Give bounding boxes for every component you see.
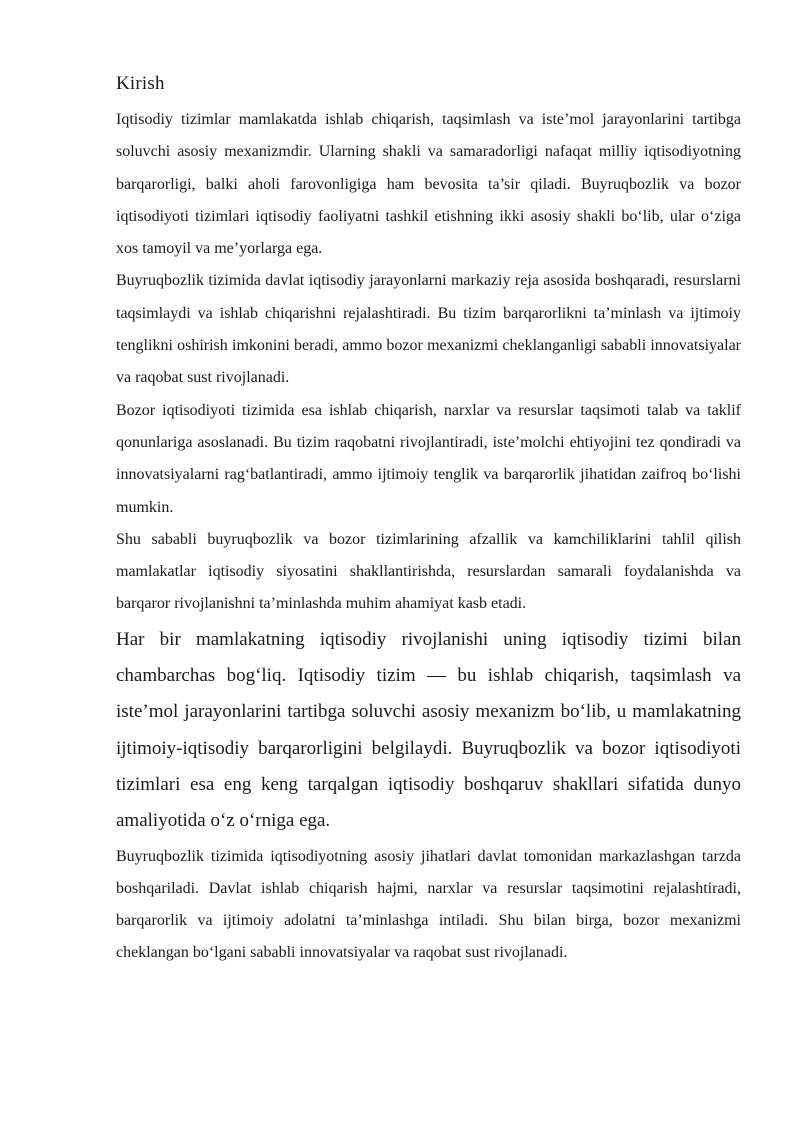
document-page — [116, 70, 741, 970]
paragraph-market-economy: Bozor iqtisodiyoti tizimida esa ishlab chiqarish, narxlar va resurslar taqsimoti talab va taklif qonunlariga asoslanadi. Bu tizim raqobatni rivojlantiradi, iste’molchi ehtiyojini tez qondiradi va innovatsiyalarni rag‘batlantiradi, ammo ijtimoiy tenglik va barqarorlik jihatidan zaifroq bo‘lishi mumkin. — [116, 401, 741, 516]
paragraph-command-economy: Buyruqbozlik tizimida davlat iqtisodiy jarayonlarni markaziy reja asosida boshqaradi, resurslarni taqsimlaydi va ishlab chiqarishni rejalashtiradi. Bu tizim barqarorlikni ta’minlash va ijtimoiy tenglikni oshirish imkonini beradi, ammo bozor mexanizmi cheklanganligi sababli innovatsiyalar va raqobat sust rivojlanadi. — [116, 272, 741, 387]
paragraph-economic-system: Har bir mamlakatning iqtisodiy rivojlanishi uning iqtisodiy tizimi bilan chambarchas bog‘liq. Iqtisodiy tizim — bu ishlab chiqarish, taqsimlash va iste’mol jarayonlarini tartibga soluvchi asosiy mexanizm bo‘lib, u mamlakatning ijtimoiy-iqtisodiy barqarorligini belgilaydi. Buyruqbozlik va bozor iqtisodiyoti tizimlari esa eng keng tarqalgan iqtisodiy boshqaruv shakllari sifatida dunyo amaliyotida o‘z o‘rniga ega. — [116, 628, 741, 832]
paragraph-command-system-details: Buyruqbozlik tizimida iqtisodiyotning asosiy jihatlari davlat tomonidan markazlashgan tarzda boshqariladi. Davlat ishlab chiqarish hajmi, narxlar va resurslar taqsimotini rejalashtiradi, barqarorlik va ijtimoiy adolatni ta’minlashga intiladi. Shu bilan birga, bozor mexanizmi cheklangan bo‘lgani sababli innovatsiyalar va raqobat sust rivojlanadi. — [116, 847, 741, 962]
paragraph-intro: Iqtisodiy tizimlar mamlakatda ishlab chiqarish, taqsimlash va iste’mol jarayonlarini tartibga soluvchi asosiy mexanizmdir. Ularning shakli va samaradorligi nafaqat milliy iqtisodiyotning barqarorligi, balki aholi farovonligiga ham bevosita ta’sir qiladi. Buyruqbozlik va bozor iqtisodiyoti tizimlari iqtisodiy faoliyatni tashkil etishning ikki asosiy shakli bo‘lib, ular o‘ziga xos tamoyil va me’yorlarga ega. — [116, 111, 741, 258]
paragraph-conclusion: Shu sababli buyruqbozlik va bozor tizimlarining afzallik va kamchiliklarini tahlil qilish mamlakatlar iqtisodiy siyosatini shakllantirishda, resurslardan samarali foydalanishda va barqaror rivojlanishni ta’minlashda muhim ahamiyat kasb etadi. — [116, 530, 741, 613]
section-heading: Kirish — [116, 73, 165, 94]
